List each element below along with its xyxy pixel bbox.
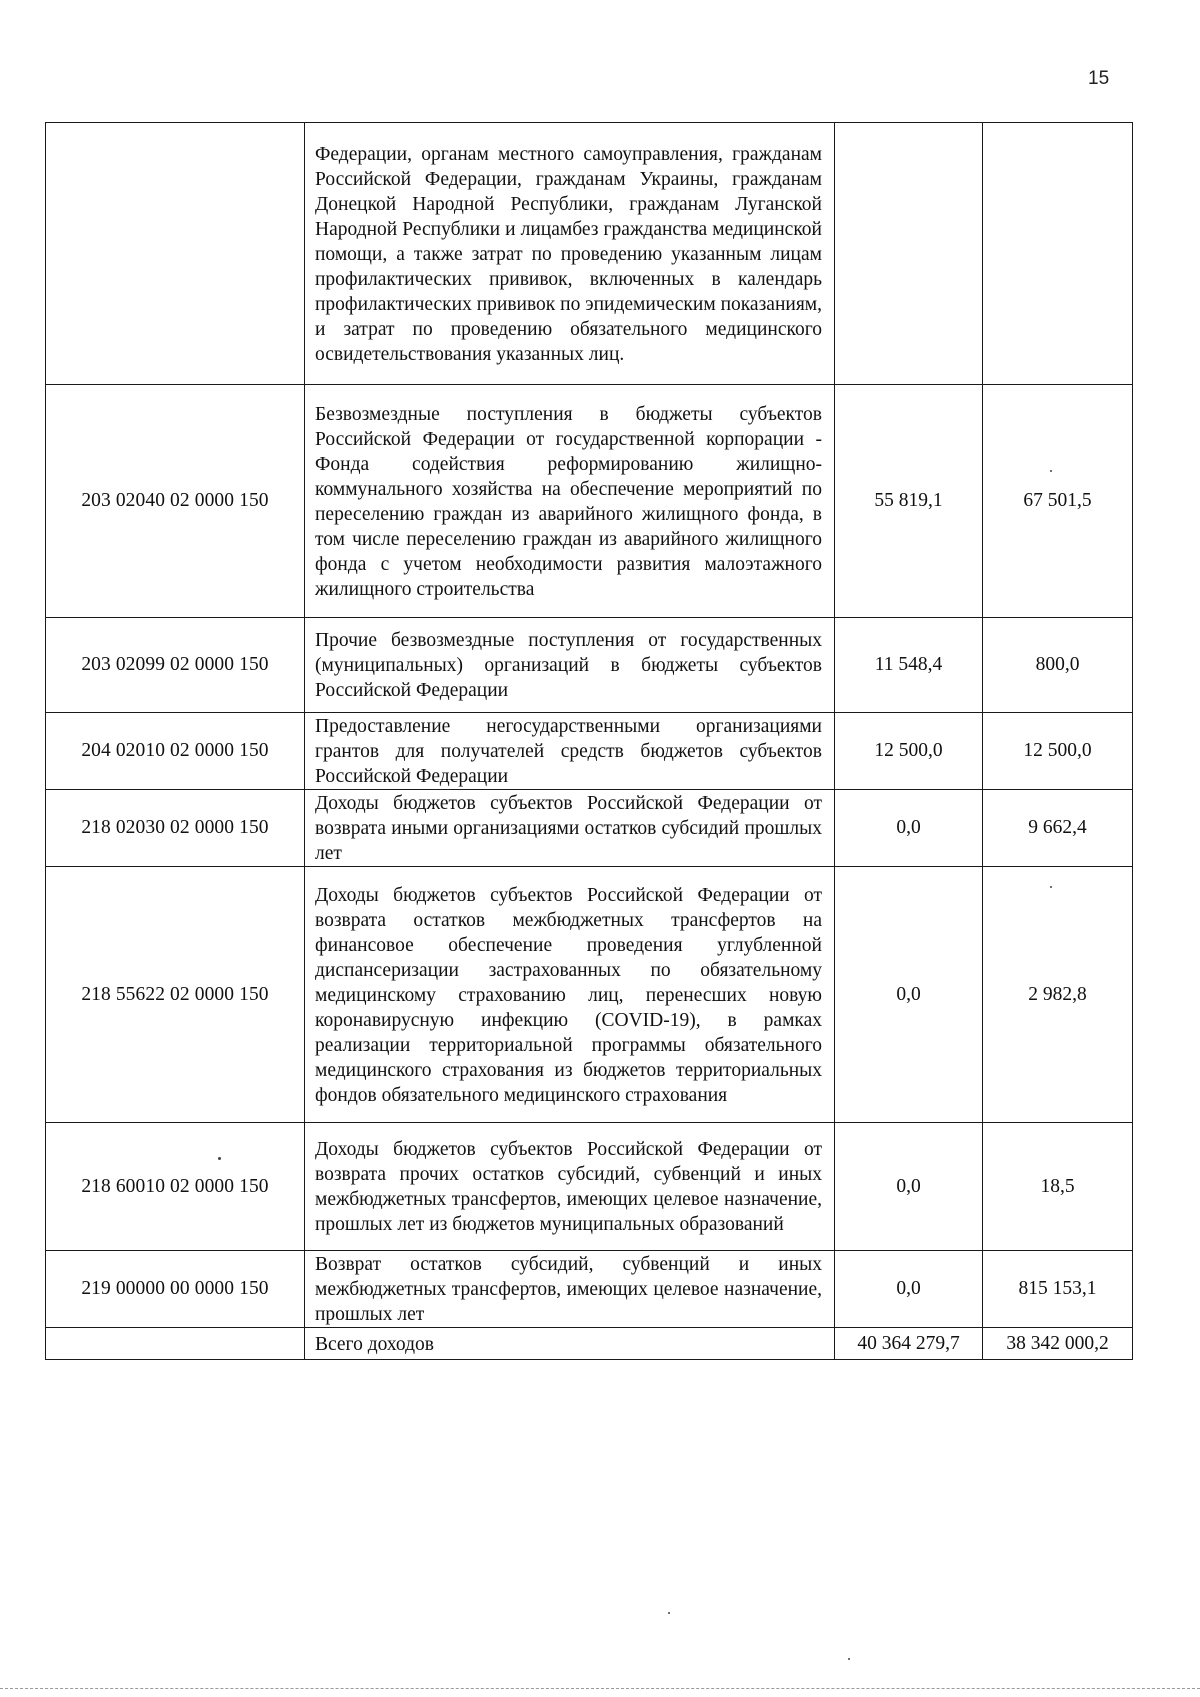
table-row xyxy=(46,123,1133,385)
row-value-1 xyxy=(835,123,983,385)
table-row xyxy=(46,385,1133,618)
table-row xyxy=(46,867,1133,1123)
row-code xyxy=(46,123,305,385)
total-label: Всего доходов xyxy=(305,1328,835,1360)
row-code: 218 02030 02 0000 150 xyxy=(46,790,305,867)
row-name: Предоставление негосударственными организациями грантов для получателей средств бюджетов субъектов Российской Федерации xyxy=(305,713,835,790)
scan-speck xyxy=(668,1612,670,1614)
row-value-1: 0,0 xyxy=(835,1123,983,1251)
row-value-1: 0,0 xyxy=(835,790,983,867)
row-value-1: 0,0 xyxy=(835,867,983,1123)
revenue-table xyxy=(45,122,1133,1360)
row-value-2: 2 982,8 xyxy=(983,867,1133,1123)
row-code: 219 00000 00 0000 150 xyxy=(46,1251,305,1328)
scan-speck xyxy=(1050,886,1052,888)
row-value-2: 12 500,0 xyxy=(983,713,1133,790)
scan-speck xyxy=(848,1658,850,1660)
row-value-1: 55 819,1 xyxy=(835,385,983,618)
row-name: Возврат остатков субсидий, субвенций и иных межбюджетных трансфертов, имеющих целевое назначение, прошлых лет xyxy=(305,1251,835,1328)
row-code: 204 02010 02 0000 150 xyxy=(46,713,305,790)
row-name: Прочие безвозмездные поступления от государственных (муниципальных) организаций в бюджеты субъектов Российской Федерации xyxy=(305,618,835,713)
row-name: Доходы бюджетов субъектов Российской Федерации от возврата иными организациями остатков субсидий прошлых лет xyxy=(305,790,835,867)
table-row xyxy=(46,713,1133,790)
scan-speck xyxy=(1050,470,1052,472)
row-value-1: 11 548,4 xyxy=(835,618,983,713)
table-row xyxy=(46,1123,1133,1251)
row-code: 203 02040 02 0000 150 xyxy=(46,385,305,618)
total-value-1: 40 364 279,7 xyxy=(835,1328,983,1360)
row-value-2: 815 153,1 xyxy=(983,1251,1133,1328)
table-row xyxy=(46,790,1133,867)
table-row xyxy=(46,618,1133,713)
row-name: Доходы бюджетов субъектов Российской Федерации от возврата прочих остатков субсидий, субвенций и иных межбюджетных трансфертов, имеющих целевое назначение, прошлых лет из бюджетов муниципальных образований xyxy=(305,1123,835,1251)
row-value-1: 0,0 xyxy=(835,1251,983,1328)
row-value-2: 800,0 xyxy=(983,618,1133,713)
row-name: Доходы бюджетов субъектов Российской Федерации от возврата остатков межбюджетных трансфертов на финансовое обеспечение проведения углубленной диспансеризации застрахованных по обязательному медицинскому страхованию лиц, перенесших новую коронавирусную инфекцию (COVID-19), в рамках реализации территориальной программы обязательного медицинского страхования из бюджетов территориальных фондов обязательного медицинского страхования xyxy=(305,867,835,1123)
row-name: Безвозмездные поступления в бюджеты субъектов Российской Федерации от государственной корпорации - Фонда содействия реформированию жилищно-коммунального хозяйства на обеспечение мероприятий по переселению граждан из аварийного жилищного фонда, в том числе переселению граждан из аварийного жилищного фонда с учетом необходимости развития малоэтажного жилищного строительства xyxy=(305,385,835,618)
total-code xyxy=(46,1328,305,1360)
table-row xyxy=(46,1251,1133,1328)
row-value-1: 12 500,0 xyxy=(835,713,983,790)
row-name: Федерации, органам местного самоуправления, гражданам Российской Федерации, гражданам Украины, гражданам Донецкой Народной Республики, гражданам Луганской Народной Республики и лицамбез гражданства медицинской помощи, а также затрат по проведению указанным лицам профилактических прививок, включенных в календарь профилактических прививок по эпидемическим показаниям, и затрат по проведению обязательного медицинского освидетельствования указанных лиц. xyxy=(305,123,835,385)
row-value-2: 9 662,4 xyxy=(983,790,1133,867)
row-code: 203 02099 02 0000 150 xyxy=(46,618,305,713)
row-value-2: 18,5 xyxy=(983,1123,1133,1251)
total-row xyxy=(46,1328,1133,1360)
scan-speck xyxy=(218,1157,221,1160)
scan-edge-line xyxy=(0,1688,1200,1689)
row-value-2: 67 501,5 xyxy=(983,385,1133,618)
total-value-2: 38 342 000,2 xyxy=(983,1328,1133,1360)
row-code: 218 60010 02 0000 150 xyxy=(46,1123,305,1251)
page-number: 15 xyxy=(1088,68,1110,89)
row-value-2 xyxy=(983,123,1133,385)
row-code: 218 55622 02 0000 150 xyxy=(46,867,305,1123)
